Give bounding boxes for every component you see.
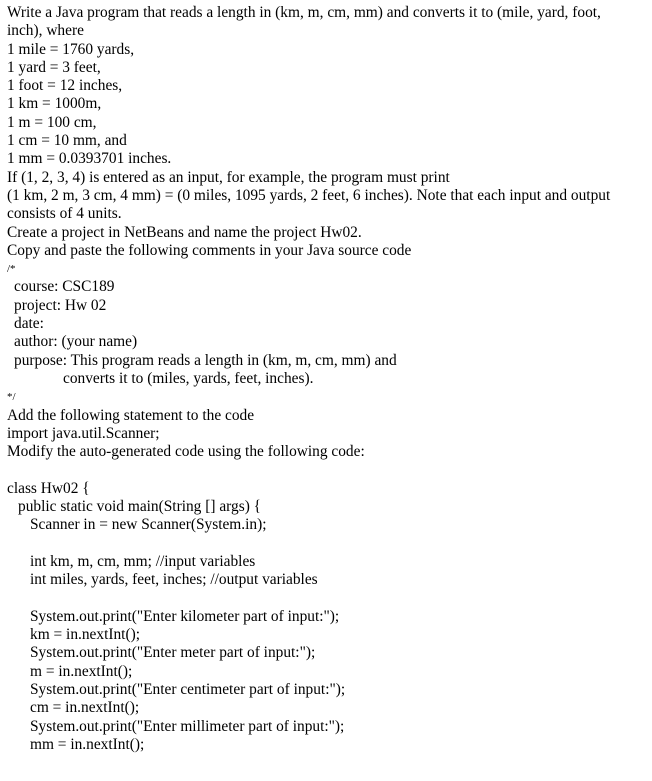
copy-instruction: Copy and paste the following comments in your Java source code xyxy=(7,241,412,259)
comment-project: project: Hw 02 xyxy=(14,296,107,314)
code-input-vars: int km, m, cm, mm; //input variables xyxy=(30,552,256,570)
comment-course: course: CSC189 xyxy=(14,278,115,296)
conversion-line: 1 m = 100 cm, xyxy=(7,113,97,131)
code-line: cm = in.nextInt(); xyxy=(30,699,140,717)
task-line: Write a Java program that reads a length in (km, m, cm, mm) and converts it to (mile, yard, foot, xyxy=(7,4,601,21)
conversion-line: 1 km = 1000m, xyxy=(7,95,102,113)
add-statement-instruction: Add the following statement to the code xyxy=(7,406,255,424)
comment-close: */ xyxy=(7,391,16,404)
example-line: (1 km, 2 m, 3 cm, 4 mm) = (0 miles, 1095 yards, 2 feet, 6 inches). Note that each input and output xyxy=(7,186,611,204)
code-line: mm = in.nextInt(); xyxy=(30,735,145,753)
import-line: import java.util.Scanner; xyxy=(7,424,160,442)
conversion-line: 1 mile = 1760 yards, xyxy=(7,40,135,58)
code-scanner-decl: Scanner in = new Scanner(System.in); xyxy=(30,516,267,534)
example-line: If (1, 2, 3, 4) is entered as an input, for example, the program must print xyxy=(7,168,450,186)
comment-purpose-continued: converts it to (miles, yards, feet, inches). xyxy=(63,369,314,387)
comment-open: /* xyxy=(7,263,16,276)
code-line: System.out.print("Enter kilometer part of input:"); xyxy=(30,607,340,625)
comment-author: author: (your name) xyxy=(14,333,138,351)
code-line: System.out.print("Enter meter part of input:"); xyxy=(30,644,316,662)
conversion-line: 1 yard = 3 feet, xyxy=(7,58,101,76)
spacer xyxy=(7,461,647,479)
comment-purpose: purpose: This program reads a length in (km, m, cm, mm) and xyxy=(14,351,397,369)
comment-date: date: xyxy=(14,315,44,333)
code-main-decl: public static void main(String [] args) { xyxy=(18,498,262,516)
code-output-vars: int miles, yards, feet, inches; //output variables xyxy=(30,571,318,589)
conversion-line: 1 mm = 0.0393701 inches. xyxy=(7,150,172,168)
code-line: m = in.nextInt(); xyxy=(30,662,133,680)
spacer xyxy=(7,590,647,608)
spacer xyxy=(7,535,647,553)
code-line: km = in.nextInt(); xyxy=(30,626,140,644)
task-line: inch), where xyxy=(7,22,84,40)
code-line: System.out.print("Enter millimeter part of input:"); xyxy=(30,717,345,735)
modify-instruction: Modify the auto-generated code using the following code: xyxy=(7,443,365,461)
example-line: consists of 4 units. xyxy=(7,205,122,223)
conversion-line: 1 foot = 12 inches, xyxy=(7,77,123,95)
code-line: System.out.print("Enter centimeter part of input:"); xyxy=(30,680,346,698)
code-class-decl: class Hw02 { xyxy=(7,479,90,497)
project-instruction: Create a project in NetBeans and name the project Hw02. xyxy=(7,223,362,241)
conversion-line: 1 cm = 10 mm, and xyxy=(7,132,127,150)
assignment-document xyxy=(7,4,647,754)
